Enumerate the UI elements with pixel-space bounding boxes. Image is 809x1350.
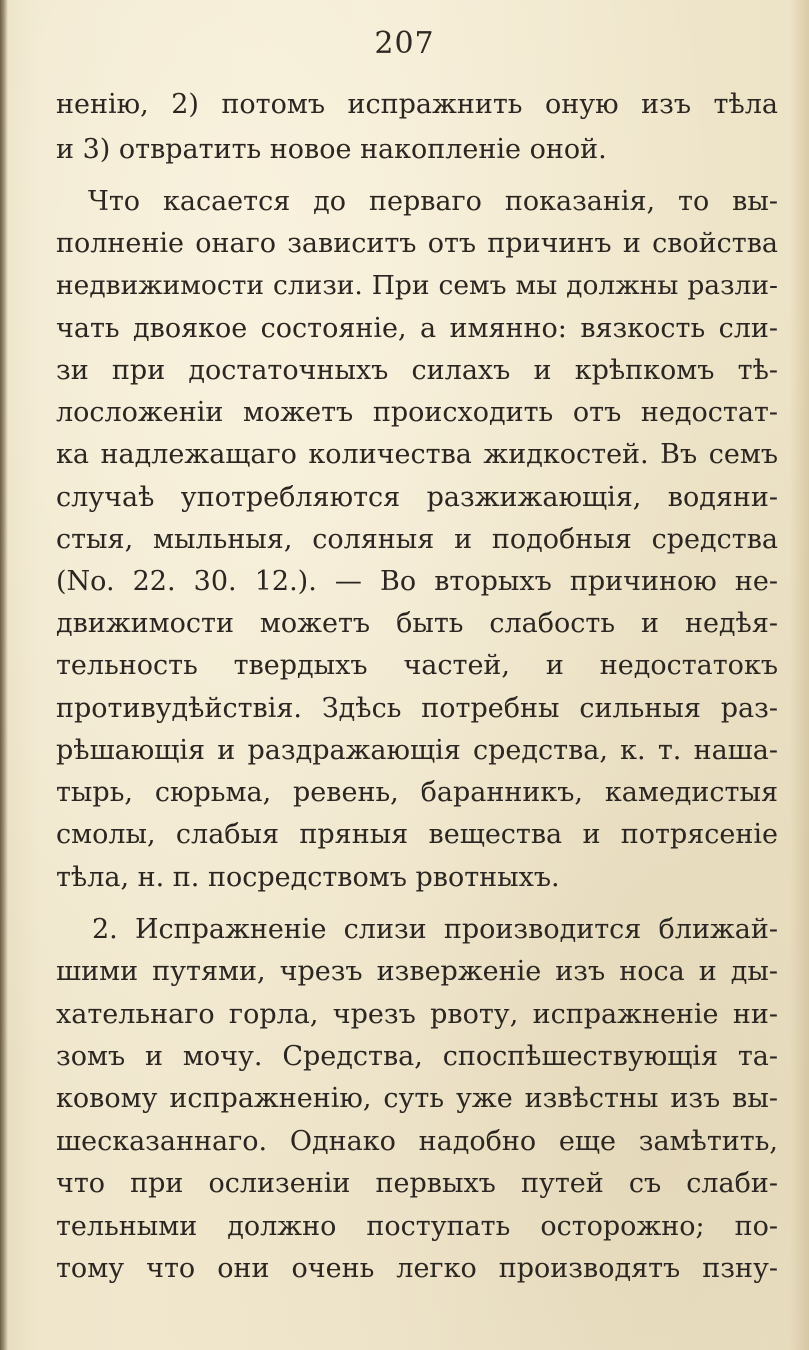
text-line: лосложеніи можетъ происходить отъ недостат- <box>56 397 778 428</box>
text-line: рѣшающія и раздражающія средства, к. т. наша- <box>56 735 778 766</box>
text-line: тельными должно поступать осторожно; по- <box>56 1211 778 1242</box>
text-line: шесказаннаго. Однако надобно еще замѣтить, <box>56 1126 778 1157</box>
text-line: (No. 22. 30. 12.). — Во вторыхъ причиною не- <box>56 566 778 597</box>
text-line: ненію, 2) потомъ испражнить оную изъ тѣла <box>56 89 778 120</box>
text-line: стыя, мыльныя, соляныя и подобныя средства <box>56 524 778 555</box>
text-line: хательнаго горла, чрезъ рвоту, испражненіе ни- <box>56 999 778 1030</box>
text-line: ка надлежащаго количества жидкостей. Въ семъ <box>56 439 778 470</box>
text-line: полненіе онаго зависитъ отъ причинъ и свойства <box>56 228 778 259</box>
paragraph-first-line: Что касается до перваго показанія, то вы- <box>88 186 778 217</box>
text-line: ковому испражненію, суть уже извѣстны изъ вы- <box>56 1083 778 1114</box>
text-line: тѣла, н. п. посредствомъ рвотныхъ. <box>56 862 560 893</box>
text-line: смолы, слабыя пряныя вещества и потрясеніе <box>56 819 778 850</box>
text-line: тому что они очень легко производятъ пзну- <box>56 1253 778 1284</box>
page-spine-edge <box>0 0 8 1350</box>
text-line: случаѣ употребляются разжижающія, водяни- <box>56 482 778 513</box>
text-line: зи при достаточныхъ силахъ и крѣпкомъ тѣ- <box>56 355 778 386</box>
text-line: что при ослизеніи первыхъ путей съ слаби- <box>56 1168 778 1199</box>
text-line: движимости можетъ быть слабость и недѣя- <box>56 608 778 639</box>
text-line: шими путями, чрезъ изверженіе изъ носа и ды- <box>56 956 778 987</box>
text-line: противудѣйствія. Здѣсь потребны сильныя раз- <box>56 693 778 724</box>
text-line: недвижимости слизи. При семъ мы должны разли- <box>56 270 778 301</box>
text-line: чать двоякое состояніе, а имянно: вязкость сли- <box>56 313 778 344</box>
text-line: и 3) отвратить новое накопленіе оной. <box>56 134 607 165</box>
text-line: тырь, сюрьма, ревень, баранникъ, камедистыя <box>56 777 778 808</box>
text-line: зомъ и мочу. Средства, споспѣшествующія та- <box>56 1041 778 1072</box>
paragraph-first-line: 2. Испражненіе слизи производится ближай- <box>92 914 778 945</box>
page-number: 207 <box>374 26 435 61</box>
text-line: тельность твердыхъ частей, и недостатокъ <box>56 650 778 681</box>
